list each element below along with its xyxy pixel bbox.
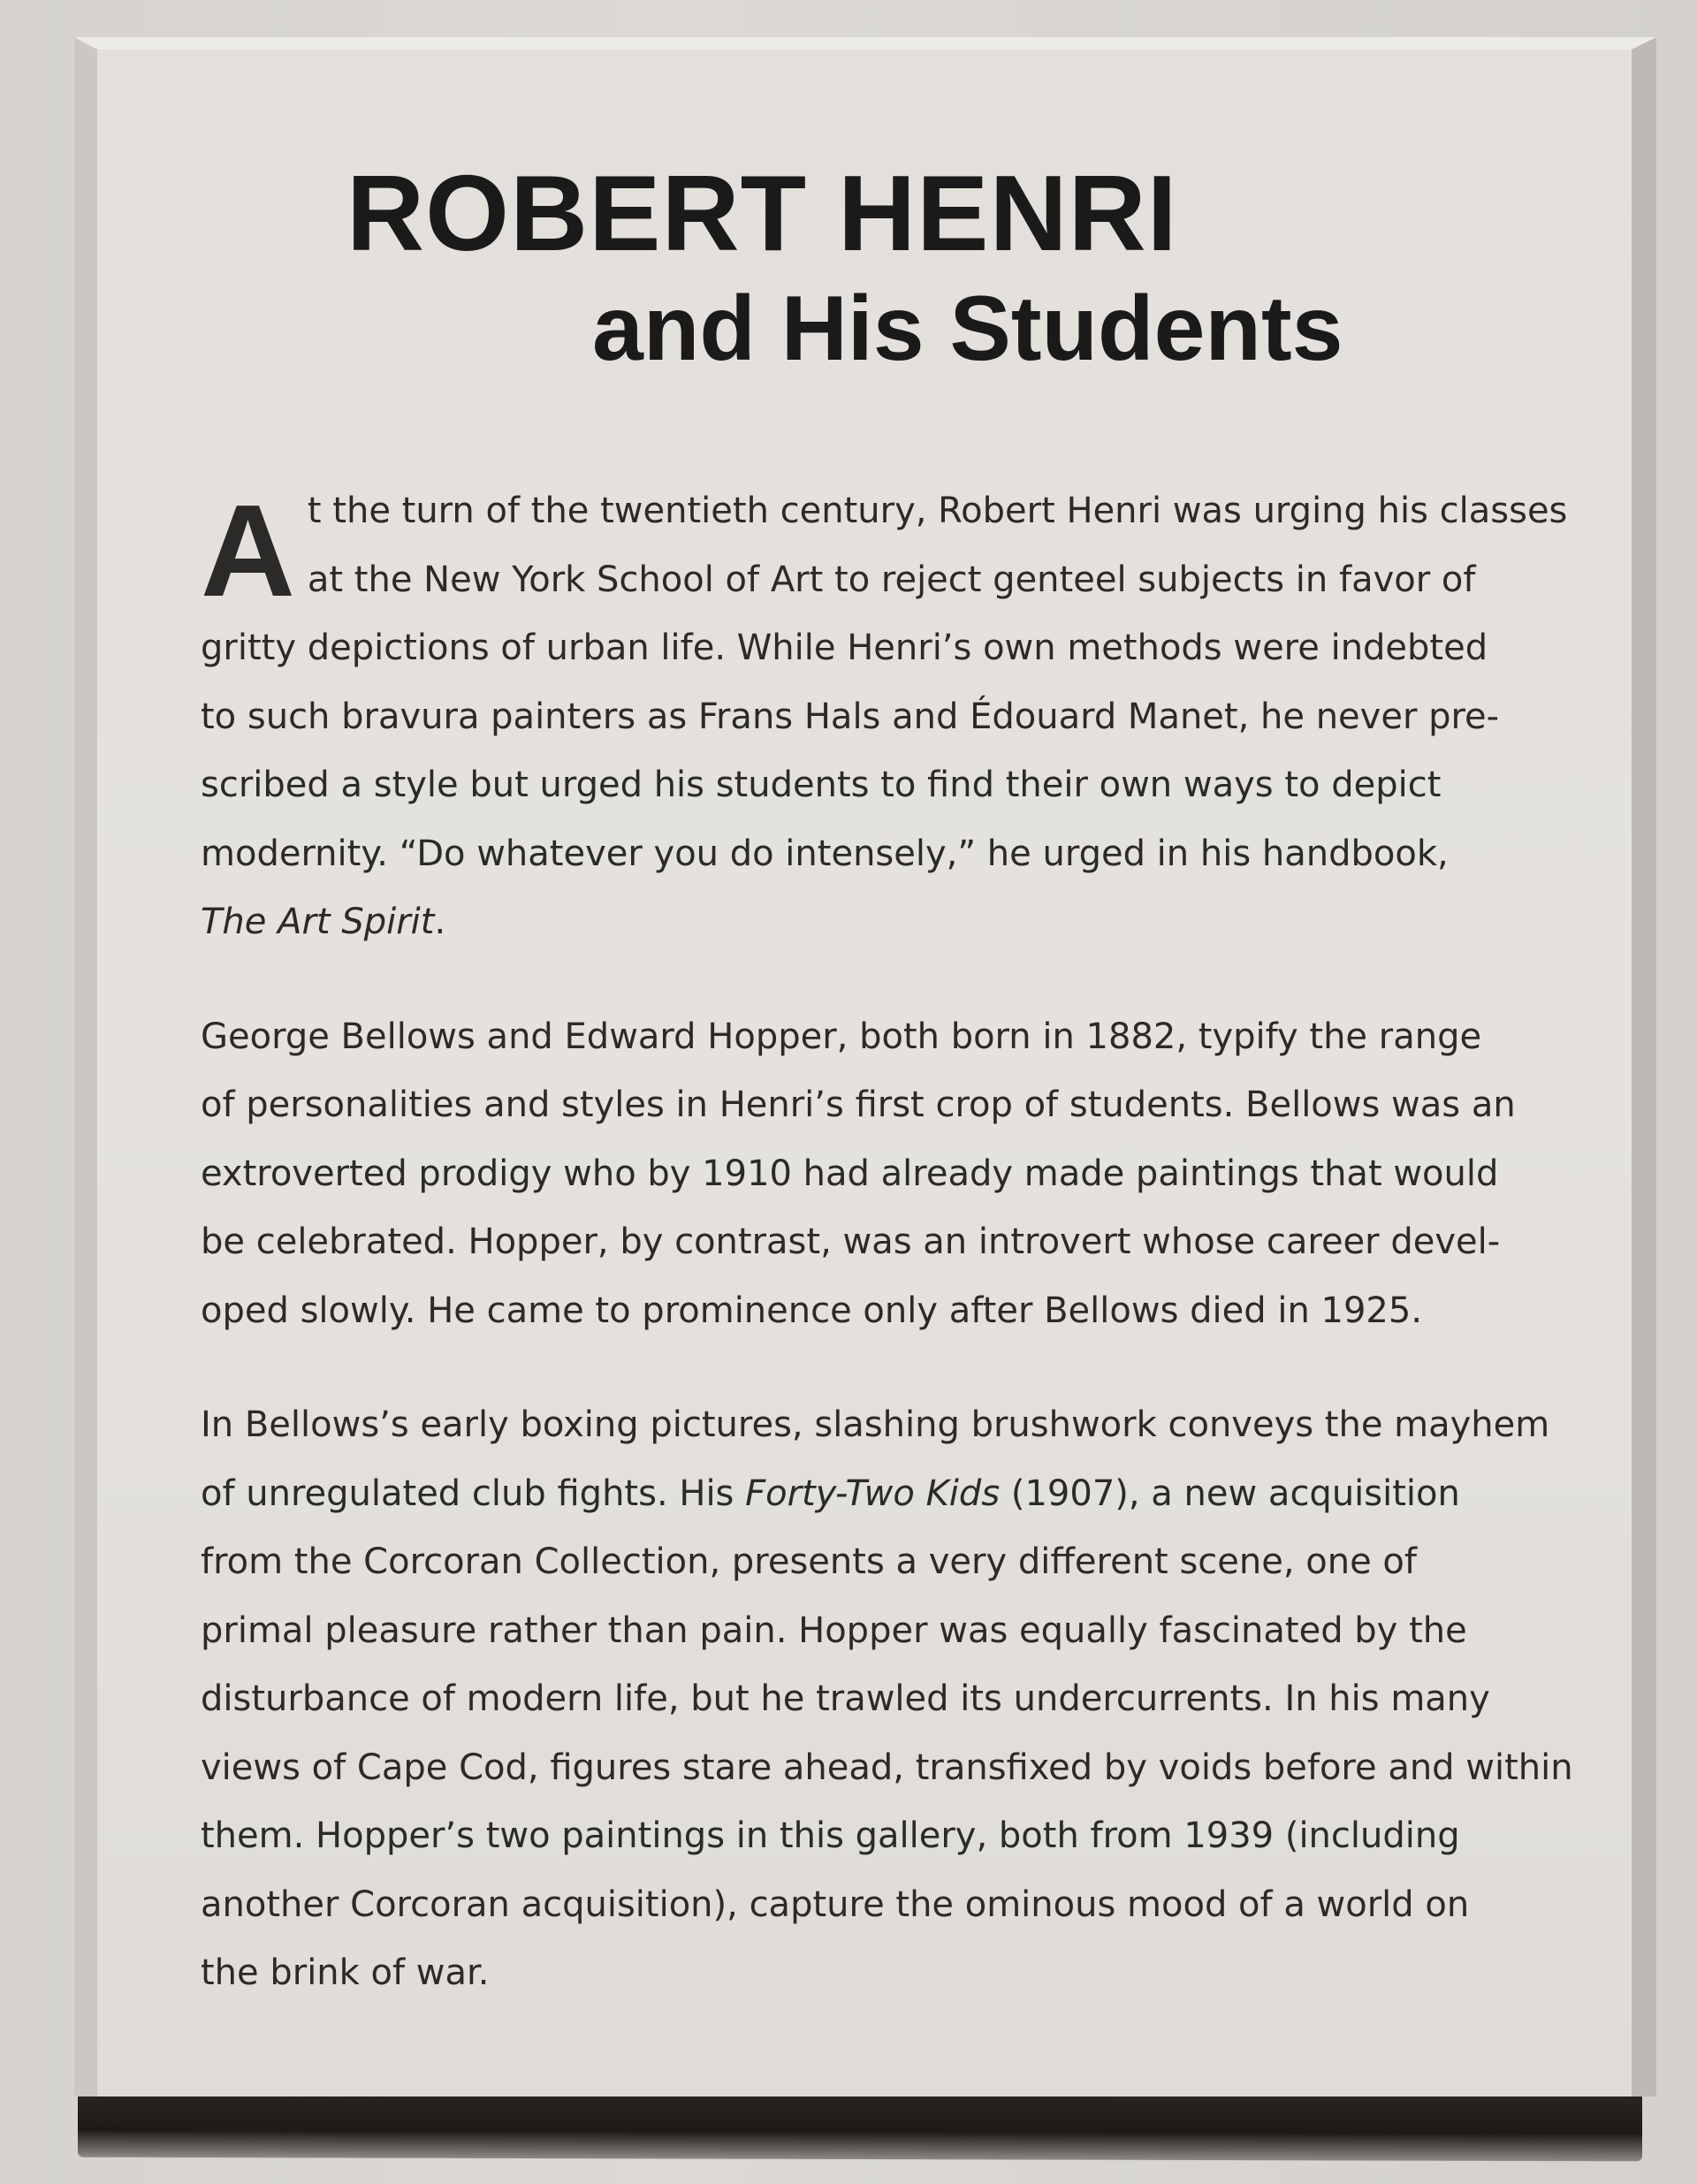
text-line: another Corcoran acquisition), capture the ominous mood of a world on bbox=[201, 1883, 1470, 1925]
text-segment: (1907), a new acquisition bbox=[1000, 1472, 1460, 1514]
text-line: primal pleasure rather than pain. Hopper was equally fascinated by the bbox=[201, 1609, 1467, 1651]
sign-subtitle: and His Students bbox=[592, 278, 1343, 380]
text-line: of personalities and styles in Henri’s first crop of students. Bellows was an bbox=[201, 1084, 1516, 1125]
text-segment: of unregulated club fights. His bbox=[201, 1472, 746, 1514]
book-title-period: . bbox=[434, 902, 446, 942]
text-line: the brink of war. bbox=[201, 1952, 490, 1993]
sign-title: ROBERT HENRI bbox=[346, 153, 1178, 273]
text-line: modernity. “Do whatever you do intensely,” he urged in his handbook, bbox=[201, 833, 1449, 874]
text-line: scribed a style but urged his students to find their own ways to depict bbox=[201, 765, 1442, 805]
text-line: be celebrated. Hopper, by contrast, was an introvert whose career devel- bbox=[201, 1221, 1501, 1262]
text-line: In Bellows’s early boxing pictures, slashing brushwork conveys the mayhem bbox=[201, 1404, 1550, 1445]
text-line: George Bellows and Edward Hopper, both born in 1882, typify the range bbox=[201, 1016, 1482, 1057]
drop-cap: A bbox=[201, 478, 295, 624]
text-line: views of Cape Cod, figures stare ahead, transfixed by voids before and within bbox=[201, 1746, 1573, 1788]
paragraph-2 bbox=[201, 1003, 1562, 1346]
sign-body bbox=[201, 477, 1573, 2054]
text-line: extroverted prodigy who by 1910 had already made paintings that would bbox=[201, 1153, 1499, 1194]
panel-bottom-edge bbox=[78, 2089, 1642, 2162]
text-line: oped slowly. He came to prominence only after Bellows died in 1925. bbox=[201, 1290, 1423, 1331]
text-line: at the New York School of Art to reject genteel subjects in favor of bbox=[307, 559, 1476, 600]
text-line: them. Hopper’s two paintings in this gallery, both from 1939 (including bbox=[201, 1815, 1460, 1856]
artwork-title: Forty-Two Kids bbox=[745, 1472, 1001, 1514]
text-line: to such bravura painters as Frans Hals and Édouard Manet, he never pre- bbox=[201, 696, 1500, 737]
paragraph-1 bbox=[201, 477, 1568, 957]
text-line bbox=[201, 888, 1562, 957]
text-line bbox=[201, 1460, 1562, 1529]
book-title: The Art Spirit bbox=[201, 902, 435, 942]
text-line: disturbance of modern life, but he trawled its undercurrents. In his many bbox=[201, 1678, 1490, 1719]
text-line: from the Corcoran Collection, presents a very different scene, one of bbox=[201, 1541, 1417, 1582]
paragraph-3 bbox=[201, 1391, 1573, 2008]
text-line: gritty depictions of urban life. While Henri’s own methods were indebted bbox=[201, 628, 1488, 668]
text-line: t the turn of the twentieth century, Robert Henri was urging his classes bbox=[307, 491, 1568, 531]
